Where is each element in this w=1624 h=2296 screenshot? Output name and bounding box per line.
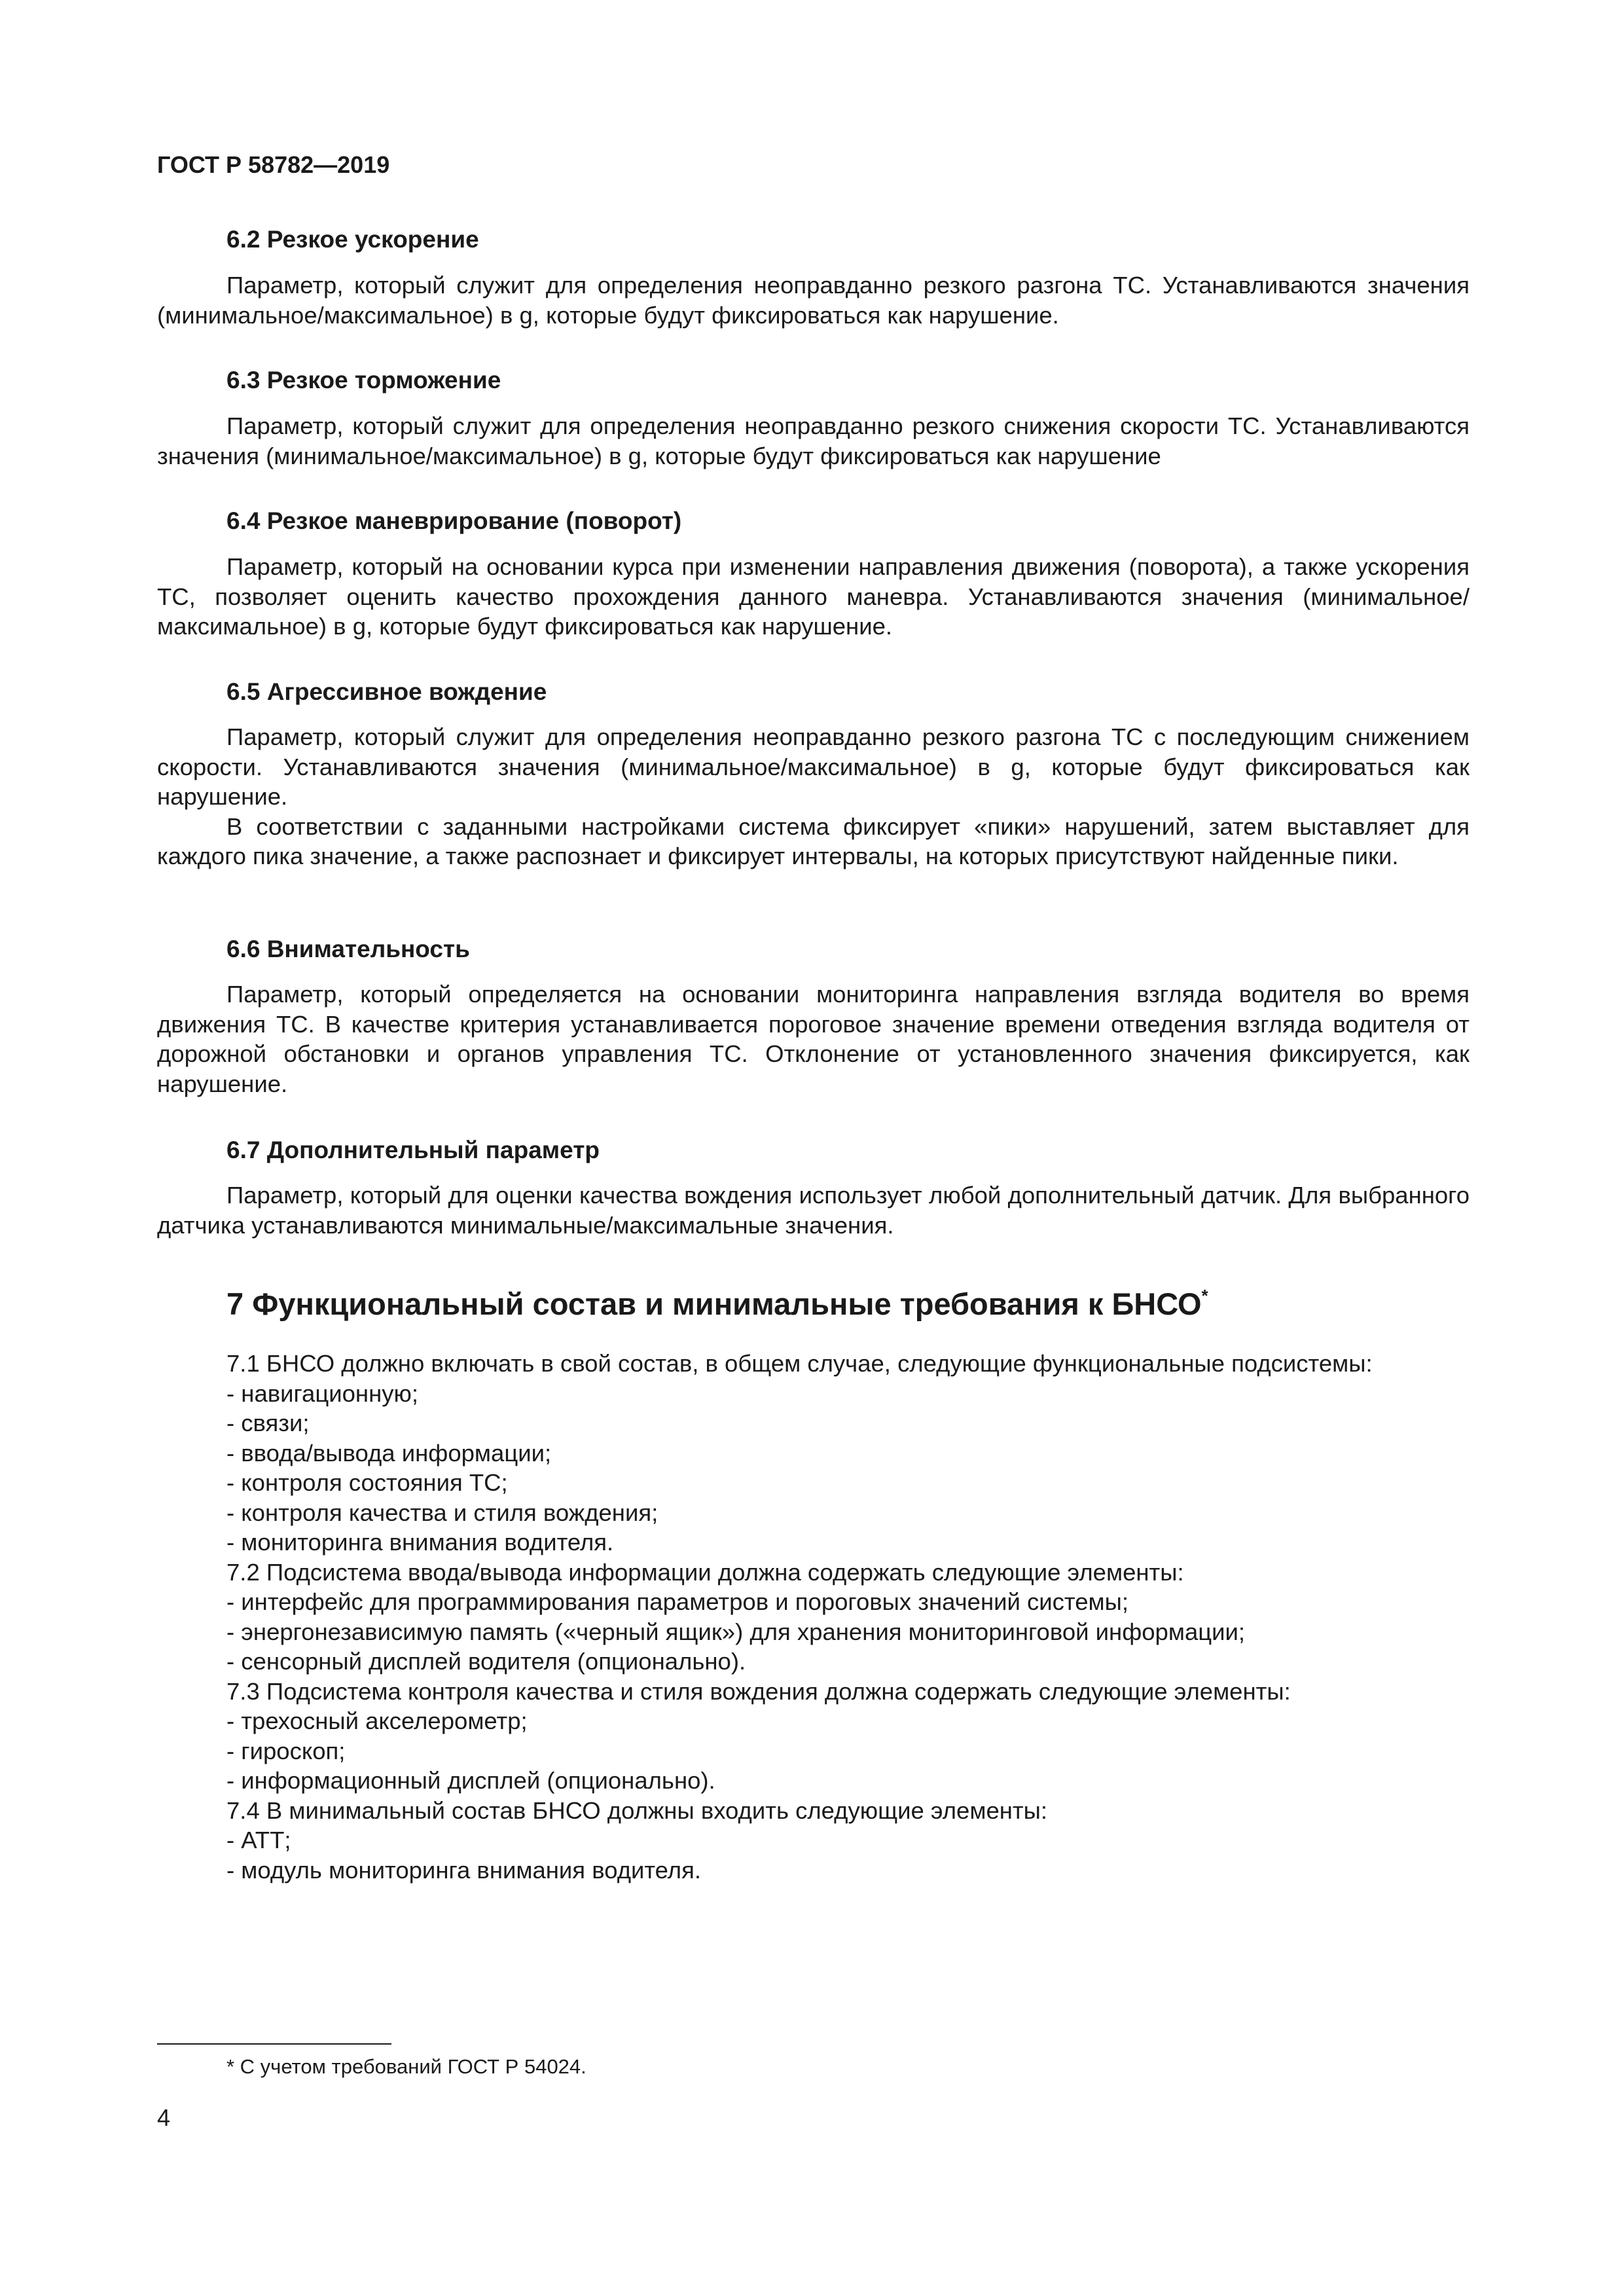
section-7-title-text: 7 Функциональный состав и минимальные требования к БНСО	[226, 1286, 1202, 1321]
paragraph-7-4: 7.4 В минимальный состав БНСО должны входить следующие элементы:	[226, 1796, 1047, 1824]
list-item: - информационный дисплей (опционально).	[226, 1767, 715, 1794]
list-item: - интерфейс для программирования параметров и пороговых значений системы;	[226, 1588, 1128, 1615]
section-6-5-title: 6.5 Агрессивное вождение	[226, 678, 547, 705]
section-6-6-title: 6.6 Внимательность	[226, 936, 470, 962]
section-6-5-body	[157, 722, 1470, 871]
list-item: - гироскоп;	[226, 1737, 346, 1764]
paragraph: Параметр, который определяется на основании мониторинга направления взгляда водителя во время движения ТС. В качестве критерия устанавливается пороговое значение времени отведения взгляда водителя от дорожной обстановки и органов управления ТС. Отклонение от установленного значения фиксируется, как нарушение.	[157, 981, 1470, 1097]
section-6-7-title: 6.7 Дополнительный параметр	[226, 1137, 600, 1163]
section-6-7-body	[157, 1180, 1470, 1240]
paragraph: Параметр, который служит для определения неоправданно резкого разгона ТС. Устанавливаются значения (минимальное/максимальное) в g, которые будут фиксироваться как нарушение.	[157, 272, 1470, 329]
paragraph: В соответствии с заданными настройками система фиксирует «пики» нарушений, затем выставляет для каждого пика значение, а также распознает и фиксирует интервалы, на которых присутствуют найденные пики.	[157, 812, 1470, 869]
list-item: - ввода/вывода информации;	[226, 1439, 552, 1467]
list-item: - мониторинга внимания водителя.	[226, 1529, 614, 1556]
list-item: - связи;	[226, 1410, 310, 1436]
section-6-4-body	[157, 552, 1470, 642]
section-6-3-title: 6.3 Резкое торможение	[226, 367, 501, 393]
section-6-3-body	[157, 411, 1470, 471]
footnote-marker: *	[1201, 1286, 1208, 1305]
section-7-title	[226, 1285, 1208, 1324]
paragraph-7-2: 7.2 Подсистема ввода/вывода информации должна содержать следующие элементы:	[226, 1558, 1184, 1586]
section-6-2-body	[157, 270, 1470, 330]
paragraph: Параметр, который служит для определения неоправданно резкого разгона ТС с последующим снижением скорости. Устанавливаются значения (минимальное/максимальное) в g, которые будут фиксироваться как нарушение.	[157, 723, 1470, 810]
list-item: - навигационную;	[226, 1379, 419, 1407]
list-item: - контроля качества и стиля вождения;	[226, 1499, 659, 1526]
page-number: 4	[157, 2104, 171, 2131]
section-6-6-body	[157, 979, 1470, 1099]
section-7-body	[157, 1349, 1470, 1885]
document-header: ГОСТ Р 58782—2019	[157, 151, 390, 178]
list-item: - трехосный акселерометр;	[226, 1707, 528, 1734]
paragraph: Параметр, который служит для определения неоправданно резкого снижения скорости ТС. Устанавливаются значения (минимальное/максимальное) в g, которые будут фиксироваться как нарушение	[157, 412, 1470, 469]
list-item: - сенсорный дисплей водителя (опционально).	[226, 1648, 746, 1675]
footnote-divider	[157, 2043, 391, 2045]
list-item: - АТТ;	[226, 1827, 291, 1853]
list-item: - контроля состояния ТС;	[226, 1469, 508, 1496]
section-6-4-title: 6.4 Резкое маневрирование (поворот)	[226, 507, 682, 534]
list-item: - модуль мониторинга внимания водителя.	[226, 1856, 701, 1884]
paragraph: Параметр, который для оценки качества вождения использует любой дополнительный датчик. Для выбранного датчика устанавливаются минимальные/максимальные значения.	[157, 1182, 1470, 1239]
list-item: - энергонезависимую память («черный ящик») для хранения мониторинговой информации;	[226, 1618, 1246, 1645]
paragraph-7-3: 7.3 Подсистема контроля качества и стиля вождения должна содержать следующие элементы:	[226, 1677, 1291, 1705]
paragraph: Параметр, который на основании курса при изменении направления движения (поворота), а также ускорения ТС, позволяет оценить качество прохождения данного маневра. Устанавливаются значения (минимальное/максимальное) в g, которые будут фиксироваться как нарушение.	[157, 553, 1470, 640]
section-6-2-title: 6.2 Резкое ускорение	[226, 226, 479, 253]
paragraph-7-1: 7.1 БНСО должно включать в свой состав, в общем случае, следующие функциональные подсистемы:	[226, 1350, 1373, 1377]
footnote: * С учетом требований ГОСТ Р 54024.	[226, 2055, 586, 2078]
